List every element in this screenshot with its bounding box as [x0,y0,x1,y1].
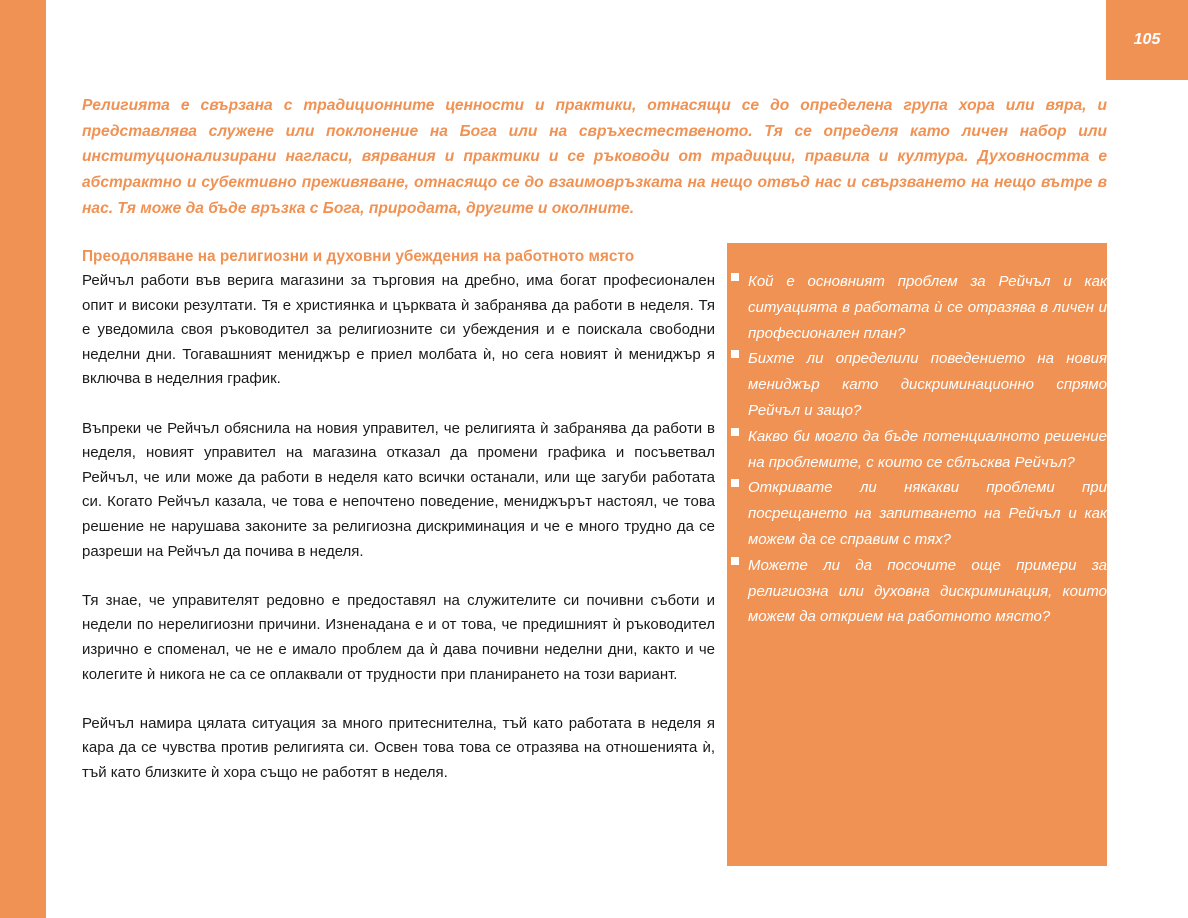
square-bullet-icon [731,350,739,358]
question-item [727,269,1107,346]
questions-box [727,243,1107,866]
question-item [727,346,1107,423]
square-bullet-icon [731,428,739,436]
question-item [727,553,1107,630]
page-number-tab [1106,0,1188,80]
case-paragraph: Рейчъл работи във верига магазини за търговия на дребно, има богат професионален опит и високи резултати. Тя е християнка и църквата ѝ забранява да работи в неделя. Тя е уведомила своя ръководител за религиозните си убеждения и е поискала свободни неделни дни. Тогавашният мениджър е приел молбата ѝ, но сега новият ѝ мениджър я включва в неделния график. [82,272,715,388]
question-item [727,424,1107,476]
intro-paragraph: Религията е свързана с традиционните ценности и практики, отнасящи се до определена група хора или вяра, и представлява служене или поклонение на Бога или на свръхестественото. Тя се определя като личен набор или институционализирани нагласи, вярвания и практики и се ръководи от традиции, правила и култура. Духовността е абстрактно и субективно преживяване, отнасящо се до взаимовръзката на нещо отвъд нас и свързването на нещо вътре в нас. Тя може да бъде връзка с Бога, природата, другите и околните. [82,97,1107,217]
square-bullet-icon [731,273,739,281]
question-text: Бихте ли определили поведението на новия мениджър като дискриминационно спрямо Рейчъл и защо? [748,350,1107,419]
page-number: 105 [1133,31,1161,48]
question-text: Какво би могло да бъде потенциалното решение на проблемите, с които се сблъсква Рейчъл? [748,427,1107,471]
case-paragraph: Въпреки че Рейчъл обяснила на новия управител, че религията ѝ забранява да работи в неделя, новият управител на магазина отказал да промени графика и посъветвал Рейчъл, че или може да работи в неделя като всички останали, или ще загуби работата си. Когато Рейчъл казала, че това е непочтено поведение, мениджърът настоял, че това решение не нарушава законите за религиозна дискриминация и че е много трудно да се разреши на Рейчъл да почива в неделя. [82,419,715,560]
case-paragraph: Рейчъл намира цялата ситуация за много притеснителна, тъй като работата в неделя я кара да се чувства против религията си. Освен това това се отразява на отношенията ѝ, тъй като близките ѝ хора също не работят в неделя. [82,714,715,781]
questions-list [727,269,1107,630]
question-item [727,475,1107,552]
question-text: Кой е основният проблем за Рейчъл и как ситуацията в работата ѝ се отразява в личен и професионален план? [748,273,1107,342]
left-accent-bar [0,0,46,918]
question-text: Можете ли да посочите още примери за религиозна или духовна дискриминация, които можем да открием на работното място? [748,556,1107,626]
section-title: Преодоляване на религиозни и духовни убеждения на работното място [82,248,635,265]
square-bullet-icon [731,479,739,487]
square-bullet-icon [731,557,739,565]
question-text: Откривате ли някакви проблеми при посрещането на запитването на Рейчъл и как можем да се справим с тях? [748,479,1107,548]
case-paragraph: Тя знае, че управителят редовно е предоставял на служителите си почивни съботи и недели по нерелигиозни причини. Изненадана е и от това, че предишният ѝ ръководител изрично е споменал, че не е имало проблем да ѝ дава почивни неделни дни, както и че колегите ѝ никога не са се оплаквали от трудности при планирането на този вариант. [82,591,715,683]
case-study-column [82,244,715,810]
